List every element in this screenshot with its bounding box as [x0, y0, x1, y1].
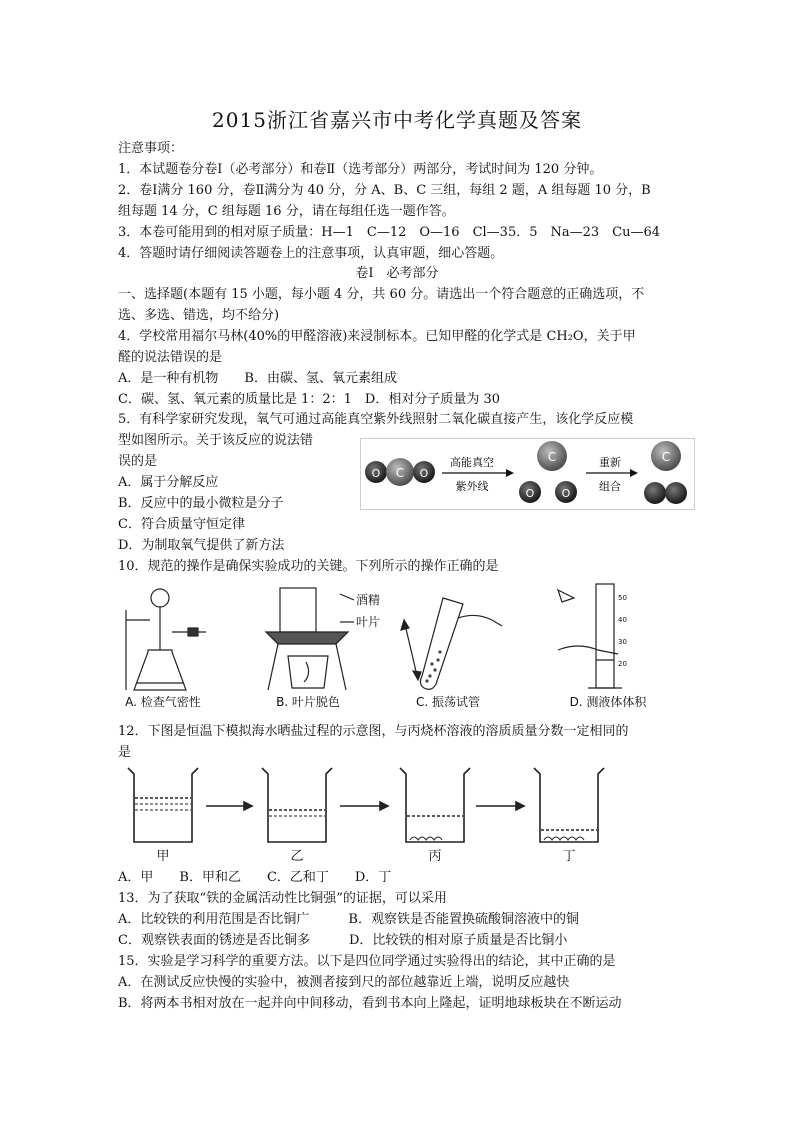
- arrow-down-icon: [413, 671, 421, 680]
- page-title: 2015浙江省嘉兴市中考化学真题及答案: [212, 108, 582, 132]
- q5-option-d: D．为制取氧气提供了新方法: [118, 538, 285, 553]
- volume-heading: 卷Ⅰ 必考部分: [355, 266, 439, 281]
- alcohol-label: 酒精: [356, 593, 381, 607]
- q12-line-2: 是: [118, 745, 132, 760]
- beaker-label-ding: 丁: [562, 849, 576, 864]
- op-a-label: A. 检查气密性: [125, 695, 201, 709]
- asbestos-gauze: [266, 632, 348, 644]
- tripod-leg: [336, 644, 346, 690]
- arrow-2-top-label: 重新: [599, 456, 621, 469]
- scale-mark: 20: [618, 660, 627, 668]
- q4-options-1: A．是一种有机物 B．由碳、氢、氧元素组成: [118, 371, 397, 386]
- arrow-up-icon: [401, 620, 409, 630]
- section-1-line-1: 一、选择题(本题有 15 小题，每小题 4 分，共 60 分。请选出一个符合题意的正确选项，不: [118, 287, 645, 302]
- atom-label: O: [419, 467, 429, 480]
- note-4: 4．答题时请仔细阅读答题卷上的注意事项，认真审题，细心答题。: [118, 246, 504, 261]
- note-1: 1．本试题卷分卷Ⅰ（必考部分）和卷Ⅱ（选考部分）两部分，考试时间为 120 分钟。: [118, 162, 603, 177]
- beaker-label-yi: 乙: [290, 849, 304, 864]
- q5-option-c: C．符合质量守恒定律: [118, 517, 245, 532]
- lab-operations-figure: [118, 580, 678, 712]
- arrow-head-icon: [506, 469, 514, 477]
- oxygen-atom: [644, 482, 666, 504]
- clamp-icon: [188, 628, 198, 636]
- small-beaker: [280, 588, 316, 632]
- arrow-head-icon: [630, 469, 638, 477]
- beaker-yi: [262, 768, 332, 842]
- separated-atoms: [519, 441, 577, 503]
- process-arrow: [476, 802, 524, 810]
- airtightness-check-drawing: [125, 589, 206, 709]
- q13-options-2: C．观察铁表面的锈迹是否比铜多 D．比较铁的相对原子质量是否比铜小: [118, 933, 568, 948]
- reaction-model-figure: [360, 438, 695, 510]
- crystals-icon: [544, 837, 584, 840]
- note-2-line-2: 组每题 14 分，C 组每题 16 分，请在每组任选一题作答。: [118, 204, 455, 219]
- atom-label: C: [547, 450, 557, 464]
- arrow-right-icon: [244, 802, 252, 810]
- arrow-1-top-label: 高能真空: [450, 456, 494, 469]
- evaporation-beakers-figure: [118, 764, 608, 866]
- q15-option-a: A．在测试反应快慢的实验中，被测者接到尺的部位越靠近上端，说明反应越快: [118, 975, 570, 990]
- atom-label: O: [561, 487, 571, 500]
- test-tube: [420, 598, 463, 689]
- q13-options-1: A．比较铁的利用范围是否比铜广 B．观察铁是否能置换硫酸铜溶液中的铜: [118, 912, 579, 927]
- co2-molecule: [365, 458, 435, 486]
- tripod-leg: [268, 644, 278, 690]
- separatory-funnel-bulb: [151, 589, 169, 607]
- beaker-bing: [400, 768, 470, 842]
- beaker-outline: [262, 768, 332, 842]
- note-2-line-1: 2．卷Ⅰ满分 160 分，卷Ⅱ满分为 40 分，分 A、B、C 三组，每组 2 题，A 组每题 10 分，B: [118, 183, 651, 198]
- atom-label: O: [371, 467, 381, 480]
- q12-options: A．甲 B．甲和乙 C．乙和丁 D．丁: [118, 870, 392, 885]
- leaf-decolor-drawing: [266, 588, 380, 709]
- flame-icon: [304, 662, 309, 682]
- q15-option-b: B．将两本书相对放在一起并向中间移动，看到书本向上隆起，证明地球板块在不断运动: [118, 996, 622, 1011]
- scale-mark: 40: [618, 616, 627, 624]
- hand-outline: [458, 615, 502, 626]
- beaker-jia: [128, 768, 198, 842]
- q4-line-1: 4．学校常用福尔马林(40%的甲醛溶液)来浸制标本。已知甲醛的化学式是 CH₂O，关于甲: [118, 329, 636, 344]
- q15-line: 15．实验是学习科学的重要方法。以下是四位同学通过实验得出的结论，其中正确的是: [118, 954, 616, 969]
- q4-line-2: 醛的说法错误的是: [118, 350, 223, 365]
- shake-test-tube-drawing: [401, 598, 502, 709]
- q5-option-b: B．反应中的最小微粒是分子: [118, 496, 284, 511]
- beaker-outline: [534, 768, 604, 842]
- beaker-outline: [400, 768, 470, 842]
- q10-line: 10．规范的操作是确保实验成功的关键。下列所示的操作正确的是: [118, 559, 499, 574]
- arrow-right-icon: [516, 802, 524, 810]
- q5-line-2: 型如图所示。关于该反应的说法错: [118, 433, 314, 448]
- q5-option-a: A．属于分解反应: [118, 475, 219, 490]
- atom-label: O: [525, 487, 535, 500]
- q13-line: 13．为了获取“铁的金属活动性比铜强”的证据，可以采用: [118, 891, 447, 906]
- products: [644, 441, 687, 504]
- op-d-label: D. 测液体体积: [569, 695, 647, 709]
- hand-outline: [558, 646, 618, 654]
- beaker-outline: [128, 768, 198, 842]
- pointer-line: [340, 594, 354, 600]
- beaker-label-jia: 甲: [156, 849, 170, 864]
- q4-options-2: C．碳、氢、氧元素的质量比是 1：2：1 D．相对分子质量为 30: [118, 392, 500, 407]
- note-3: 3．本卷可能用到的相对原子质量：H—1 C—12 O—16 Cl—35．5 Na—23 Cu—64: [118, 225, 661, 240]
- arrow-1-bottom-label: 紫外线: [455, 480, 489, 493]
- reaction-arrow-2: [586, 455, 638, 493]
- reaction-arrow-1: [442, 455, 514, 493]
- eye-icon: [558, 590, 574, 602]
- crystals-icon: [410, 837, 442, 840]
- q5-line-1: 5．有科学家研究发现，氧气可通过高能真空紫外线照射二氧化碳直接产生，该化学反应模: [118, 412, 634, 427]
- notes-heading: 注意事项：: [118, 141, 184, 156]
- beaker-label-bing: 丙: [428, 849, 442, 864]
- conical-flask: [134, 650, 186, 690]
- graduated-cylinder: [596, 584, 614, 688]
- process-arrow: [340, 802, 388, 810]
- arrow-right-icon: [380, 802, 388, 810]
- scale-mark: 50: [618, 594, 627, 602]
- scale-mark: 30: [618, 638, 627, 646]
- atom-label: C: [395, 466, 405, 480]
- measure-volume-drawing: [558, 584, 647, 709]
- op-c-label: C. 振荡试管: [415, 695, 481, 709]
- atom-label: C: [661, 450, 671, 464]
- op-b-label: B. 叶片脱色: [276, 695, 340, 709]
- arrow-2-bottom-label: 组合: [599, 480, 621, 493]
- q5-line-3: 误的是: [118, 454, 158, 469]
- oxygen-atom: [665, 482, 687, 504]
- leaf-label: 叶片: [356, 615, 381, 629]
- section-1-line-2: 选、多选、错选，均不给分): [118, 308, 280, 323]
- process-arrow: [206, 802, 252, 810]
- beaker-ding: [534, 768, 604, 842]
- q12-line-1: 12．下图是恒温下模拟海水晒盐过程的示意图，与丙烧杯溶液的溶质质量分数一定相同的: [118, 724, 629, 739]
